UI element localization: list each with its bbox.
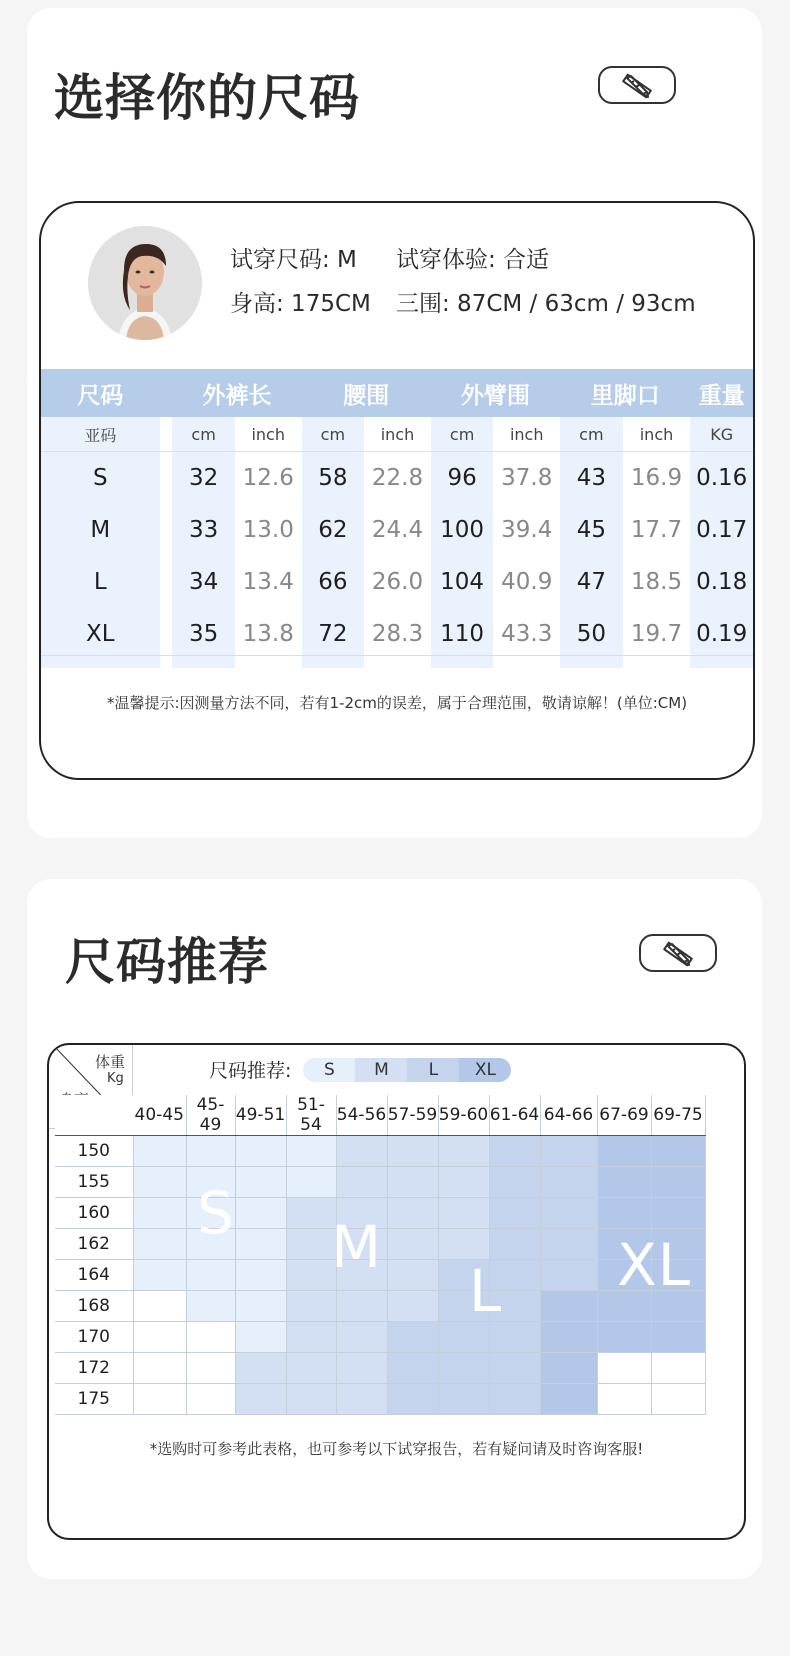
value-cell: 47 [560,556,623,608]
value-cell: 12.6 [235,452,302,505]
legend-chip: L [407,1058,459,1082]
pencil-ruler-icon [598,66,676,104]
grid-cell [286,1198,336,1229]
weight-label: 体重 [95,1053,126,1071]
value-cell: 43 [560,452,623,505]
size-cell: L [41,556,160,608]
grid-cell [651,1167,705,1198]
grid-cell [387,1291,438,1322]
value-cell: 13.0 [235,504,302,556]
grid-cell [235,1353,286,1384]
grid-cell [597,1322,651,1353]
grid-cell [597,1136,651,1167]
height-row [55,1291,705,1322]
grid-cell [235,1229,286,1260]
value-cell: 32 [172,452,235,505]
grid-cell [133,1322,186,1353]
weight-unit: Kg [107,1071,124,1086]
value-cell: 0.18 [690,556,753,608]
grid-cell [387,1167,438,1198]
value-cell: 40.9 [493,556,560,608]
recommendation-panel [47,1043,746,1540]
value-cell: 37.8 [493,452,560,505]
weight-header-cell: 67-69 [597,1095,651,1136]
value-cell: 13.8 [235,608,302,660]
header-hem: 里脚口 [560,369,690,417]
value-cell: 17.7 [623,504,691,556]
value-cell: 50 [560,608,623,660]
value-cell: 24.4 [364,504,431,556]
value-cell: 35 [172,608,235,660]
subheader-cell: cm [431,417,494,452]
legend-chip: XL [459,1058,511,1082]
weight-header-cell: 64-66 [540,1095,597,1136]
weight-header-cell: 40-45 [133,1095,186,1136]
grid-cell [597,1198,651,1229]
weight-header-cell: 69-75 [651,1095,705,1136]
size-cell: M [41,504,160,556]
grid-cell [235,1198,286,1229]
height-cell: 170 [55,1322,133,1353]
grid-cell [651,1353,705,1384]
header-size: 尺码 [41,369,160,417]
value-cell: 72 [302,608,365,660]
grid-cell [540,1260,597,1291]
grid-cell [387,1353,438,1384]
value-cell: 0.17 [690,504,753,556]
grid-cell [540,1136,597,1167]
header-arm: 外臂围 [431,369,560,417]
grid-cell [438,1384,489,1415]
value-cell: 62 [302,504,365,556]
grid-cell [235,1384,286,1415]
subheader-cell: inch [235,417,302,452]
model-size: 试穿尺码: M [230,247,357,273]
grid-cell [336,1291,387,1322]
value-cell: 19.7 [623,608,691,660]
pencil-ruler-icon [639,934,717,972]
grid-cell [133,1229,186,1260]
value-cell: 13.4 [235,556,302,608]
subheader-cell: inch [623,417,691,452]
zone-label-xl: XL [617,1231,692,1299]
value-cell: 22.8 [364,452,431,505]
grid-cell [286,1291,336,1322]
grid-cell [489,1322,540,1353]
grid-cell [489,1384,540,1415]
grid-cell [186,1384,235,1415]
grid-cell [651,1136,705,1167]
grid-cell [489,1353,540,1384]
grid-cell [438,1229,489,1260]
grid-cell [597,1167,651,1198]
value-cell: 28.3 [364,608,431,660]
size-row-xl [41,608,753,660]
grid-cell [186,1353,235,1384]
grid-cell [489,1167,540,1198]
size-table-header [41,369,753,417]
grid-cell [186,1291,235,1322]
grid-cell [133,1136,186,1167]
grid-cell [235,1322,286,1353]
size-row-l [41,556,753,608]
grid-cell [133,1260,186,1291]
grid-cell [286,1167,336,1198]
size-cell: XL [41,608,160,660]
grid-cell [336,1167,387,1198]
legend-chips [303,1058,511,1082]
height-row [55,1167,705,1198]
grid-cell [186,1322,235,1353]
recommendation-title: 尺码推荐 [65,933,269,991]
grid-cell [186,1260,235,1291]
grid-cell [235,1291,286,1322]
grid-cell [387,1322,438,1353]
zone-label-s: S [197,1179,235,1247]
grid-cell [286,1353,336,1384]
value-cell: 16.9 [623,452,691,505]
grid-cell [133,1198,186,1229]
size-row-m [41,504,753,556]
header-weight: 重量 [690,369,753,417]
zone-label-m: M [331,1213,383,1281]
height-cell: 162 [55,1229,133,1260]
header-waist: 腰围 [302,369,431,417]
grid-cell [286,1229,336,1260]
height-cell: 172 [55,1353,133,1384]
weight-header-cell: 61-64 [489,1095,540,1136]
grid-cell [387,1229,438,1260]
subheader-cell: 亚码 [41,417,160,452]
subheader-cell: cm [172,417,235,452]
value-cell: 0.19 [690,608,753,660]
grid-cell [235,1167,286,1198]
value-cell: 66 [302,556,365,608]
size-row-s [41,452,753,505]
grid-cell [540,1229,597,1260]
height-row [55,1322,705,1353]
grid-cell [438,1167,489,1198]
height-cell: 175 [55,1384,133,1415]
value-cell: 43.3 [493,608,560,660]
grid-cell [336,1136,387,1167]
grid-cell [387,1260,438,1291]
value-cell: 96 [431,452,494,505]
zone-label-l: L [469,1257,503,1325]
grid-cell [438,1198,489,1229]
grid-cell [540,1353,597,1384]
grid-cell [286,1384,336,1415]
grid-cell [540,1322,597,1353]
grid-cell [286,1136,336,1167]
size-cell: S [41,452,160,505]
height-cell: 155 [55,1167,133,1198]
header-length: 外裤长 [172,369,301,417]
value-cell: 26.0 [364,556,431,608]
subheader-cell: inch [493,417,560,452]
grid-cell [186,1136,235,1167]
model-height: 身高: 175CM [230,291,371,317]
grid-cell [597,1353,651,1384]
height-row [55,1136,705,1167]
size-chart-card [27,8,762,838]
grid-cell [489,1198,540,1229]
model-measurements: 三围: 87CM / 63cm / 93cm [396,291,696,317]
size-legend [209,1056,511,1083]
weight-header-cell: 51-54 [286,1095,336,1136]
weight-header-row [55,1095,705,1136]
grid-cell [489,1136,540,1167]
grid-cell [133,1384,186,1415]
value-cell: 45 [560,504,623,556]
weight-header-cell: 54-56 [336,1095,387,1136]
grid-cell [387,1384,438,1415]
value-cell: 104 [431,556,494,608]
size-table [41,369,753,668]
grid-cell [286,1260,336,1291]
size-table-subheader [41,417,753,452]
grid-cell [540,1291,597,1322]
height-row [55,1384,705,1415]
grid-cell [336,1353,387,1384]
recommendation-note: *选购时可参考此表格，也可参考以下试穿报告，若有疑问请及时咨询客服! [149,1440,644,1458]
grid-cell [540,1198,597,1229]
grid-cell [133,1353,186,1384]
legend-chip: S [303,1058,355,1082]
grid-cell [540,1167,597,1198]
height-cell: 160 [55,1198,133,1229]
value-cell: 110 [431,608,494,660]
grid-cell [438,1353,489,1384]
grid-cell [286,1322,336,1353]
subheader-cell: KG [690,417,753,452]
size-chart-title: 选择你的尺码 [54,69,360,127]
weight-header-cell: 49-51 [235,1095,286,1136]
value-cell: 58 [302,452,365,505]
grid-cell [438,1322,489,1353]
grid-cell [235,1260,286,1291]
grid-cell [387,1136,438,1167]
grid-cell [597,1384,651,1415]
weight-header-cell: 45-49 [186,1095,235,1136]
subheader-cell: cm [560,417,623,452]
legend-chip: M [355,1058,407,1082]
value-cell: 39.4 [493,504,560,556]
size-chart-panel [39,201,755,780]
height-row [55,1353,705,1384]
legend-label: 尺码推荐: [209,1060,292,1082]
grid-cell [336,1322,387,1353]
measurement-note: *温馨提示:因测量方法不同，若有1-2cm的误差，属于合理范围，敬请谅解！(单位:CM) [106,694,688,712]
grid-cell [336,1384,387,1415]
grid-cell [133,1291,186,1322]
size-recommendation-card [27,879,762,1579]
grid-cell [438,1136,489,1167]
weight-header-cell: 57-59 [387,1095,438,1136]
model-fit: 试穿体验: 合适 [396,247,550,273]
height-cell: 164 [55,1260,133,1291]
value-cell: 33 [172,504,235,556]
grid-cell [651,1198,705,1229]
grid-cell [651,1384,705,1415]
value-cell: 100 [431,504,494,556]
height-cell: 168 [55,1291,133,1322]
grid-cell [540,1384,597,1415]
grid-cell [489,1229,540,1260]
subheader-cell: inch [364,417,431,452]
subheader-cell: cm [302,417,365,452]
value-cell: 0.16 [690,452,753,505]
value-cell: 18.5 [623,556,691,608]
grid-cell [235,1136,286,1167]
grid-cell [133,1167,186,1198]
divider [41,655,753,656]
height-cell: 150 [55,1136,133,1167]
grid-cell [387,1198,438,1229]
value-cell: 34 [172,556,235,608]
weight-header-cell: 59-60 [438,1095,489,1136]
model-avatar [88,226,202,340]
grid-cell [651,1322,705,1353]
